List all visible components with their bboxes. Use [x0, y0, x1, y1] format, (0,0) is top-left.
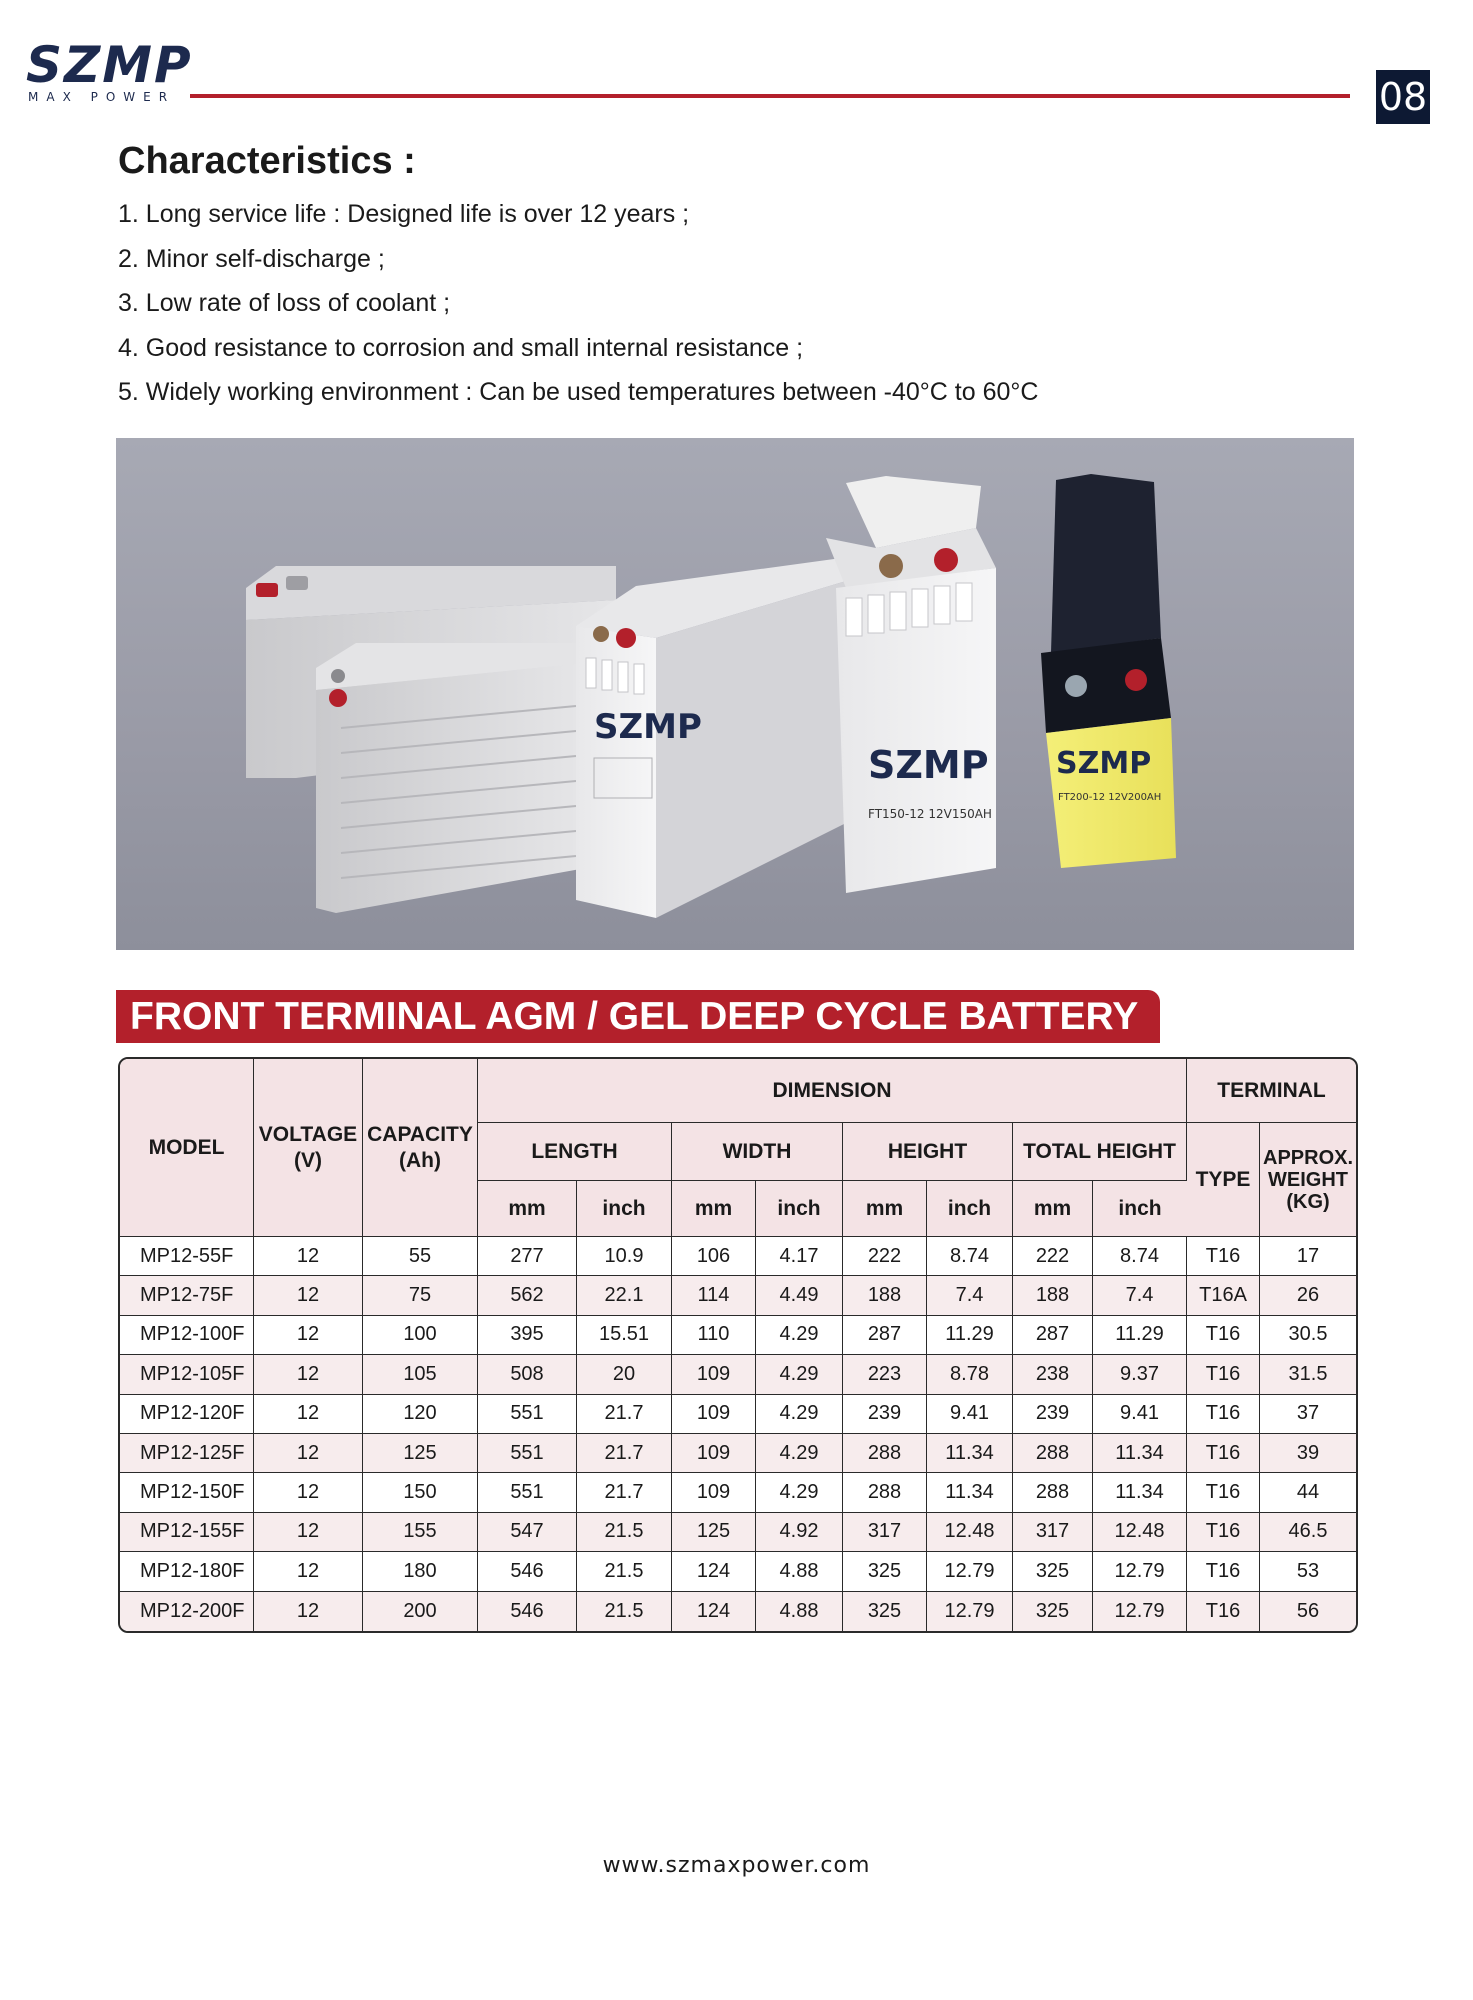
table-row — [120, 1395, 1356, 1434]
cell-width-inch: 4.88 — [756, 1592, 843, 1631]
cell-height-mm: 222 — [843, 1237, 927, 1276]
header-unit-mm: mm — [843, 1181, 927, 1237]
cell-height-inch: 12.79 — [927, 1592, 1013, 1631]
cell-width-mm: 109 — [672, 1473, 756, 1512]
cell-height-mm: 188 — [843, 1276, 927, 1315]
cell-total-height-inch: 11.29 — [1093, 1316, 1187, 1355]
cell-total-height-mm: 317 — [1013, 1513, 1093, 1552]
cell-width-mm: 106 — [672, 1237, 756, 1276]
spec-table — [118, 1057, 1358, 1633]
cell-weight: 26 — [1260, 1276, 1356, 1315]
cell-total-height-inch: 9.37 — [1093, 1355, 1187, 1394]
photo-model-label: FT150-12 12V150AH — [868, 807, 992, 821]
product-photo — [116, 438, 1354, 950]
cell-voltage: 12 — [254, 1316, 363, 1355]
header-total-height: TOTAL HEIGHT — [1013, 1123, 1187, 1181]
header-unit-inch: inch — [577, 1181, 672, 1237]
brand-logo — [26, 36, 196, 106]
cell-length-inch: 15.51 — [577, 1316, 672, 1355]
cell-terminal-type: T16 — [1187, 1355, 1260, 1394]
header-length: LENGTH — [478, 1123, 672, 1181]
cell-length-mm: 547 — [478, 1513, 577, 1552]
cell-width-mm: 124 — [672, 1592, 756, 1631]
table-row — [120, 1434, 1356, 1473]
spec-table-body — [120, 1237, 1356, 1631]
battery-illustration — [116, 438, 1354, 950]
cell-length-inch: 21.5 — [577, 1592, 672, 1631]
footer-url[interactable]: www.szmaxpower.com — [602, 1853, 871, 1878]
header-unit-inch: inch — [1093, 1181, 1187, 1237]
cell-model: MP12-150F — [120, 1473, 254, 1512]
cell-length-inch: 21.7 — [577, 1395, 672, 1434]
cell-width-inch: 4.29 — [756, 1316, 843, 1355]
cell-terminal-type: T16 — [1187, 1237, 1260, 1276]
cell-terminal-type: T16 — [1187, 1316, 1260, 1355]
cell-width-mm: 109 — [672, 1355, 756, 1394]
cell-total-height-mm: 188 — [1013, 1276, 1093, 1315]
cell-width-inch: 4.88 — [756, 1552, 843, 1591]
characteristics-list — [118, 196, 1038, 419]
cell-total-height-mm: 238 — [1013, 1355, 1093, 1394]
table-row — [120, 1276, 1356, 1315]
cell-voltage: 12 — [254, 1513, 363, 1552]
cell-width-inch: 4.49 — [756, 1276, 843, 1315]
cell-total-height-inch: 11.34 — [1093, 1434, 1187, 1473]
cell-model: MP12-75F — [120, 1276, 254, 1315]
cell-total-height-mm: 288 — [1013, 1434, 1093, 1473]
cell-total-height-inch: 12.79 — [1093, 1592, 1187, 1631]
cell-capacity: 150 — [363, 1473, 478, 1512]
cell-terminal-type: T16A — [1187, 1276, 1260, 1315]
cell-weight: 46.5 — [1260, 1513, 1356, 1552]
characteristic-item: 4. Good resistance to corrosion and small internal resistance ; — [118, 333, 804, 362]
cell-width-inch: 4.92 — [756, 1513, 843, 1552]
cell-total-height-inch: 9.41 — [1093, 1395, 1187, 1434]
page-number: 08 — [1376, 70, 1430, 124]
cell-length-mm: 546 — [478, 1552, 577, 1591]
cell-width-mm: 109 — [672, 1395, 756, 1434]
header-unit-mm: mm — [1013, 1181, 1093, 1237]
cell-width-mm: 110 — [672, 1316, 756, 1355]
cell-voltage: 12 — [254, 1355, 363, 1394]
cell-capacity: 105 — [363, 1355, 478, 1394]
header-type: TYPE — [1187, 1123, 1260, 1237]
cell-length-mm: 277 — [478, 1237, 577, 1276]
cell-capacity: 55 — [363, 1237, 478, 1276]
cell-height-mm: 325 — [843, 1592, 927, 1631]
cell-total-height-mm: 287 — [1013, 1316, 1093, 1355]
cell-total-height-inch: 7.4 — [1093, 1276, 1187, 1315]
cell-length-mm: 551 — [478, 1434, 577, 1473]
cell-height-mm: 288 — [843, 1434, 927, 1473]
cell-height-inch: 12.79 — [927, 1552, 1013, 1591]
cell-width-inch: 4.29 — [756, 1355, 843, 1394]
cell-width-inch: 4.29 — [756, 1395, 843, 1434]
header-unit-mm: mm — [478, 1181, 577, 1237]
table-row — [120, 1552, 1356, 1591]
cell-model: MP12-100F — [120, 1316, 254, 1355]
cell-length-mm: 551 — [478, 1473, 577, 1512]
cell-length-inch: 21.7 — [577, 1473, 672, 1512]
cell-model: MP12-155F — [120, 1513, 254, 1552]
cell-capacity: 200 — [363, 1592, 478, 1631]
characteristic-item: 1. Long service life : Designed life is over 12 years ; — [118, 200, 690, 228]
photo-brand-label: SZMP — [868, 743, 989, 787]
cell-height-mm: 317 — [843, 1513, 927, 1552]
battery-middle — [576, 556, 856, 918]
cell-height-inch: 8.74 — [927, 1237, 1013, 1276]
cell-height-inch: 8.78 — [927, 1355, 1013, 1394]
cell-weight: 31.5 — [1260, 1355, 1356, 1394]
characteristics-title: Characteristics : — [118, 140, 416, 182]
cell-total-height-mm: 325 — [1013, 1552, 1093, 1591]
cell-length-mm: 562 — [478, 1276, 577, 1315]
cell-weight: 17 — [1260, 1237, 1356, 1276]
cell-length-mm: 551 — [478, 1395, 577, 1434]
header-weight: APPROX. WEIGHT (KG) — [1260, 1123, 1356, 1237]
cell-model: MP12-200F — [120, 1592, 254, 1631]
header-divider — [190, 94, 1350, 98]
logo-tagline: MAX POWER — [28, 90, 176, 104]
characteristic-item: 3. Low rate of loss of coolant ; — [118, 289, 451, 317]
cell-length-inch: 10.9 — [577, 1237, 672, 1276]
header-terminal: TERMINAL — [1187, 1059, 1356, 1123]
cell-height-inch: 11.29 — [927, 1316, 1013, 1355]
cell-height-mm: 288 — [843, 1473, 927, 1512]
cell-height-inch: 7.4 — [927, 1276, 1013, 1315]
logo-wordmark: SZMP — [26, 36, 193, 94]
cell-total-height-mm: 288 — [1013, 1473, 1093, 1512]
header-voltage: VOLTAGE (V) — [254, 1059, 363, 1237]
battery-front-left — [316, 643, 586, 913]
photo-brand-label: SZMP — [1056, 746, 1152, 781]
cell-width-mm: 125 — [672, 1513, 756, 1552]
cell-capacity: 120 — [363, 1395, 478, 1434]
cell-total-height-inch: 12.79 — [1093, 1552, 1187, 1591]
cell-height-inch: 11.34 — [927, 1434, 1013, 1473]
cell-voltage: 12 — [254, 1276, 363, 1315]
header-unit-mm: mm — [672, 1181, 756, 1237]
cell-weight: 30.5 — [1260, 1316, 1356, 1355]
header-model: MODEL — [120, 1059, 254, 1237]
cell-height-inch: 9.41 — [927, 1395, 1013, 1434]
cell-weight: 44 — [1260, 1473, 1356, 1512]
table-row — [120, 1473, 1356, 1512]
cell-length-inch: 21.7 — [577, 1434, 672, 1473]
cell-terminal-type: T16 — [1187, 1434, 1260, 1473]
cell-total-height-mm: 325 — [1013, 1592, 1093, 1631]
cell-terminal-type: T16 — [1187, 1473, 1260, 1512]
cell-capacity: 100 — [363, 1316, 478, 1355]
header-unit-inch: inch — [927, 1181, 1013, 1237]
header-width: WIDTH — [672, 1123, 843, 1181]
table-row — [120, 1513, 1356, 1552]
cell-width-mm: 114 — [672, 1276, 756, 1315]
cell-total-height-inch: 12.48 — [1093, 1513, 1187, 1552]
cell-total-height-mm: 222 — [1013, 1237, 1093, 1276]
cell-voltage: 12 — [254, 1552, 363, 1591]
cell-terminal-type: T16 — [1187, 1552, 1260, 1591]
table-row — [120, 1316, 1356, 1355]
cell-length-mm: 395 — [478, 1316, 577, 1355]
section-title: FRONT TERMINAL AGM / GEL DEEP CYCLE BATTERY — [116, 990, 1160, 1043]
cell-length-mm: 508 — [478, 1355, 577, 1394]
characteristic-item: 2. Minor self-discharge ; — [118, 244, 385, 273]
cell-voltage: 12 — [254, 1592, 363, 1631]
cell-voltage: 12 — [254, 1473, 363, 1512]
photo-brand-label: SZMP — [594, 707, 702, 747]
cell-voltage: 12 — [254, 1434, 363, 1473]
cell-capacity: 180 — [363, 1552, 478, 1591]
battery-white-tall — [826, 476, 996, 893]
cell-total-height-inch: 11.34 — [1093, 1473, 1187, 1512]
cell-height-mm: 239 — [843, 1395, 927, 1434]
cell-height-mm: 223 — [843, 1355, 927, 1394]
cell-height-inch: 12.48 — [927, 1513, 1013, 1552]
cell-width-mm: 109 — [672, 1434, 756, 1473]
cell-weight: 53 — [1260, 1552, 1356, 1591]
photo-model-label: FT200-12 12V200AH — [1058, 792, 1162, 803]
cell-width-inch: 4.29 — [756, 1473, 843, 1512]
cell-height-mm: 325 — [843, 1552, 927, 1591]
cell-model: MP12-125F — [120, 1434, 254, 1473]
cell-total-height-inch: 8.74 — [1093, 1237, 1187, 1276]
table-row — [120, 1592, 1356, 1631]
cell-model: MP12-180F — [120, 1552, 254, 1591]
cell-width-inch: 4.17 — [756, 1237, 843, 1276]
cell-terminal-type: T16 — [1187, 1592, 1260, 1631]
header-dimension: DIMENSION — [478, 1059, 1187, 1123]
header-height: HEIGHT — [843, 1123, 1013, 1181]
cell-voltage: 12 — [254, 1395, 363, 1434]
cell-weight: 37 — [1260, 1395, 1356, 1434]
cell-model: MP12-55F — [120, 1237, 254, 1276]
cell-length-mm: 546 — [478, 1592, 577, 1631]
cell-width-mm: 124 — [672, 1552, 756, 1591]
cell-length-inch: 20 — [577, 1355, 672, 1394]
cell-weight: 39 — [1260, 1434, 1356, 1473]
table-row — [120, 1237, 1356, 1276]
battery-yellow — [1041, 474, 1176, 868]
cell-capacity: 125 — [363, 1434, 478, 1473]
cell-weight: 56 — [1260, 1592, 1356, 1631]
cell-capacity: 155 — [363, 1513, 478, 1552]
cell-total-height-mm: 239 — [1013, 1395, 1093, 1434]
cell-terminal-type: T16 — [1187, 1513, 1260, 1552]
cell-width-inch: 4.29 — [756, 1434, 843, 1473]
cell-terminal-type: T16 — [1187, 1395, 1260, 1434]
cell-capacity: 75 — [363, 1276, 478, 1315]
header-capacity: CAPACITY (Ah) — [363, 1059, 478, 1237]
cell-model: MP12-105F — [120, 1355, 254, 1394]
cell-length-inch: 21.5 — [577, 1552, 672, 1591]
characteristic-item: 5. Widely working environment : Can be used temperatures between -40°C to 60°C — [118, 378, 1039, 406]
cell-model: MP12-120F — [120, 1395, 254, 1434]
header-unit-inch: inch — [756, 1181, 843, 1237]
cell-length-inch: 21.5 — [577, 1513, 672, 1552]
cell-voltage: 12 — [254, 1237, 363, 1276]
cell-length-inch: 22.1 — [577, 1276, 672, 1315]
table-row — [120, 1355, 1356, 1394]
cell-height-mm: 287 — [843, 1316, 927, 1355]
cell-height-inch: 11.34 — [927, 1473, 1013, 1512]
